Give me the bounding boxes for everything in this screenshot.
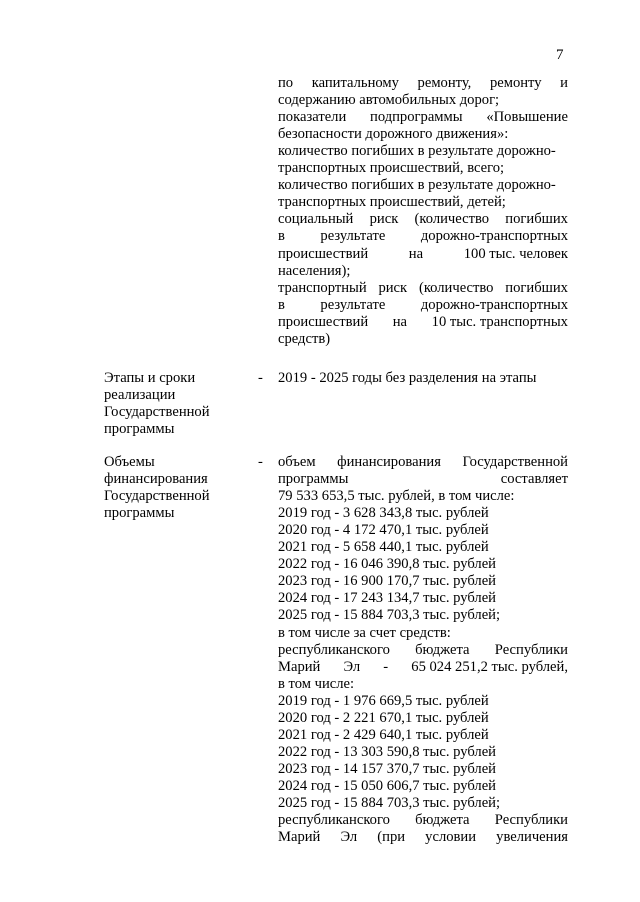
top-block-line: количество погибших в результате дорожно- xyxy=(278,177,556,194)
top-block-word: риск xyxy=(378,279,408,296)
top-block-word: риск xyxy=(369,211,399,228)
funding-word: объем xyxy=(278,454,316,470)
top-block-line: количество погибших в результате дорожно- xyxy=(278,143,556,160)
funding-dash: - xyxy=(258,454,263,470)
funding-line: в том числе: xyxy=(278,675,355,692)
funding-word: условии xyxy=(425,829,477,846)
top-block-word: дорожно-транспортных xyxy=(420,296,568,313)
funding-line xyxy=(278,454,568,471)
funding-line: 2019 год - 1 976 669,5 тыс. рублей xyxy=(278,692,489,709)
funding-line: 2020 год - 4 172 470,1 тыс. рублей xyxy=(278,522,489,539)
funding-line: 2022 год - 16 046 390,8 тыс. рублей xyxy=(278,556,496,573)
funding-word: бюджета xyxy=(415,812,470,829)
funding-label-line: финансирования xyxy=(104,471,208,488)
funding-line xyxy=(278,829,568,846)
top-block-word: дорожно-транспортных xyxy=(420,228,568,245)
funding-label-line: Государственной xyxy=(104,488,210,505)
funding-word: Эл xyxy=(340,829,358,846)
funding-line: 2025 год - 15 884 703,3 тыс. рублей; xyxy=(278,607,501,624)
top-block-word: 10 тыс. транспортных xyxy=(431,313,568,330)
funding-word: республиканского xyxy=(278,812,390,829)
stages-label-line: Этапы и сроки xyxy=(104,370,196,386)
funding-line: 79 533 653,5 тыс. рублей, в том числе: xyxy=(278,488,515,505)
funding-label-line: Объемы xyxy=(104,454,155,470)
top-block-word: транспортный xyxy=(278,279,367,296)
funding-line: 2024 год - 15 050 606,7 тыс. рублей xyxy=(278,777,496,794)
top-block-word: происшествий xyxy=(278,313,369,330)
funding-line: 2022 год - 13 303 590,8 тыс. рублей xyxy=(278,743,496,760)
top-block-line xyxy=(278,211,568,228)
top-block-line xyxy=(278,280,568,297)
funding-word: Государственной xyxy=(462,454,568,470)
top-block-word: погибших xyxy=(505,211,568,228)
top-block-word: на xyxy=(392,313,408,330)
top-block-word: в xyxy=(278,228,285,245)
top-block-line xyxy=(278,297,568,314)
funding-word: бюджета xyxy=(415,641,470,658)
top-block-line: транспортных происшествий, всего; xyxy=(278,160,505,177)
funding-line: 2021 год - 2 429 640,1 тыс. рублей xyxy=(278,726,489,743)
top-block-line: безопасности дорожного движения»: xyxy=(278,126,509,143)
funding-word: - xyxy=(383,658,389,675)
stages-label-line: реализации xyxy=(104,387,176,404)
top-block-word: 100 тыс. человек xyxy=(463,245,568,262)
top-block-word: «Повышение xyxy=(486,109,568,126)
top-block-word: по xyxy=(278,75,294,91)
top-block-word: социальный xyxy=(278,211,354,228)
top-block-word: (количество xyxy=(414,211,490,228)
funding-line: 2019 год - 3 628 343,8 тыс. рублей xyxy=(278,505,489,522)
top-block-word: и xyxy=(560,75,568,91)
stages-label-line: программы xyxy=(104,421,175,438)
top-block-word: происшествий xyxy=(278,245,369,262)
funding-line: 2023 год - 14 157 370,7 тыс. рублей xyxy=(278,760,496,777)
top-block-word: на xyxy=(408,245,424,262)
top-block-word: подпрограммы xyxy=(370,109,463,126)
funding-line: в том числе за счет средств: xyxy=(278,624,451,641)
funding-line: 2025 год - 15 884 703,3 тыс. рублей; xyxy=(278,795,501,811)
top-block-line xyxy=(278,75,568,92)
top-block-word: в xyxy=(278,296,285,313)
funding-line xyxy=(278,659,568,676)
funding-word: увеличения xyxy=(496,829,568,846)
top-block-word: результате xyxy=(320,228,386,245)
top-block-line xyxy=(278,109,568,126)
top-block-word: результате xyxy=(320,296,386,313)
top-block-line xyxy=(278,314,568,331)
top-block-line xyxy=(278,228,568,245)
funding-line xyxy=(278,812,568,829)
top-block-word: показатели xyxy=(278,109,347,126)
page-number: 7 xyxy=(556,47,564,63)
funding-word: составляет xyxy=(500,471,568,488)
funding-word: 65 024 251,2 тыс. рублей, xyxy=(411,658,568,675)
top-block-word: погибших xyxy=(505,279,568,296)
top-block-word: ремонту xyxy=(489,75,542,91)
top-block-line xyxy=(278,246,568,263)
top-block-line: содержанию автомобильных дорог; xyxy=(278,92,500,109)
top-block-word: ремонту, xyxy=(417,75,472,91)
top-block-line: населения); xyxy=(278,262,351,279)
stages-value: 2019 - 2025 годы без разделения на этапы xyxy=(278,370,537,386)
funding-line xyxy=(278,642,568,659)
stages-dash: - xyxy=(258,370,263,386)
funding-word: программы xyxy=(278,471,349,488)
funding-line: 2021 год - 5 658 440,1 тыс. рублей xyxy=(278,539,489,556)
funding-word: Республики xyxy=(494,812,568,829)
funding-word: Марий xyxy=(278,829,321,846)
funding-word: республиканского xyxy=(278,641,390,658)
funding-word: (при xyxy=(377,829,406,846)
top-block-word: капитальному xyxy=(311,75,399,91)
funding-line xyxy=(278,471,568,488)
funding-line: 2023 год - 16 900 170,7 тыс. рублей xyxy=(278,573,496,590)
top-block-line: средств) xyxy=(278,330,331,347)
funding-label-line: программы xyxy=(104,505,175,522)
funding-word: Республики xyxy=(494,641,568,658)
funding-word: Марий xyxy=(278,658,321,675)
stages-label-line: Государственной xyxy=(104,404,210,421)
funding-line: 2020 год - 2 221 670,1 тыс. рублей xyxy=(278,709,489,726)
funding-word: финансирования xyxy=(337,454,441,470)
top-block-word: (количество xyxy=(418,279,494,296)
top-block-line: транспортных происшествий, детей; xyxy=(278,194,506,211)
funding-word: Эл xyxy=(343,658,361,675)
funding-line: 2024 год - 17 243 134,7 тыс. рублей xyxy=(278,590,496,607)
